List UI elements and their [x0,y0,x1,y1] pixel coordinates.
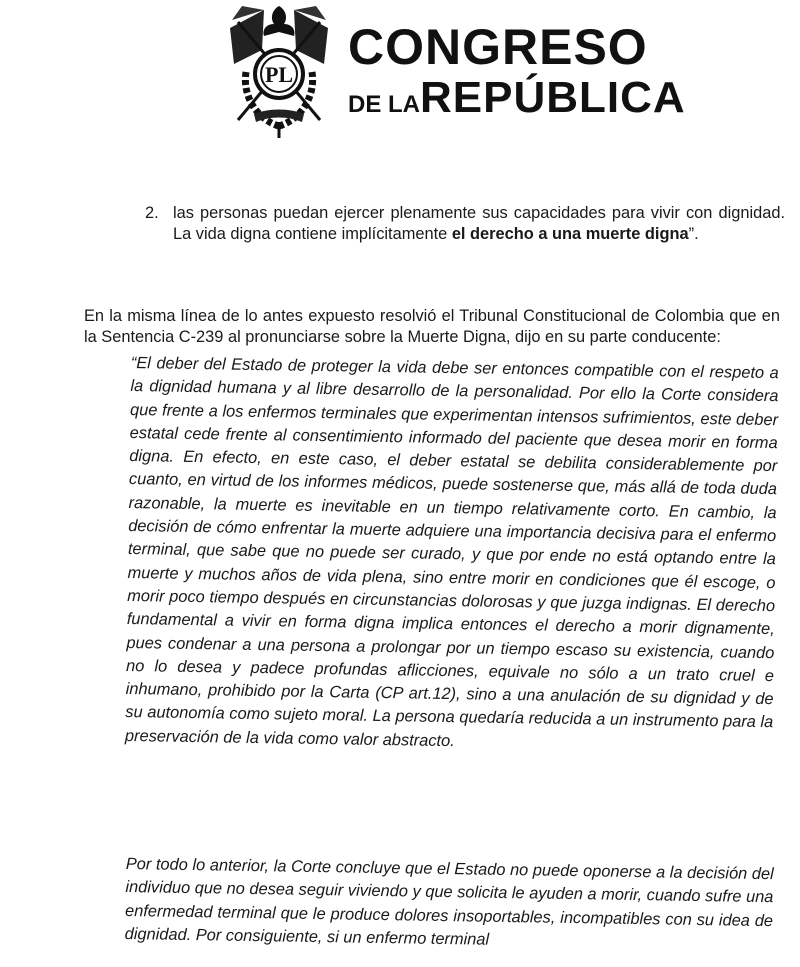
list-item-text-part2: ”. [688,224,699,243]
list-item-text-part1: las personas puedan ejercer plenamente sus capacidades para vivir con dignidad. La vida digna contiene implícitamente [173,204,785,243]
list-item-text [173,203,785,244]
org-name-main: REPÚBLICA [420,73,686,122]
quote-paragraph-1: “El deber del Estado de proteger la vida debe ser entonces compatible con el respeto a la dignidad humana y al libre desarrollo de la personalidad. Por ello la Corte considera que frente a los enfermos terminales que experimentan intensos sufrimientos, este deber estatal cede frente al consentimiento informado del paciente que desea morir en forma digna. En efecto, en este caso, el deber estatal se debilita considerablemente por cuanto, en virtud de los informes médicos, puede sostenerse que, más allá de toda duda razonable, la muerte es inevitable en un tiempo relativamente corto. En cambio, la decisión de cómo enfrentar la muerte adquiere una importancia decisiva para el enfermo terminal, que sabe que no puede ser curado, y que por ende no está optando entre la muerte y muchos años de vida plena, sino entre morir en condiciones que él escoge, o morir poco tiempo después en circunstancias dolorosas y que juzga indignas. El derecho fundamental a vivir en forma digna implica entonces el derecho a morir dignamente, pues condenar a una persona a prolongar por un tiempo escaso su existencia, cuando no lo desea y padece profundas aflicciones, equivale no sólo a un trato cruel e inhumano, prohibido por la Carta (CP art.12), sino a una anulación de su dignidad y de su autonomía como sujeto moral. La persona quedaría reducida a un instrumento para la preservación de la vida como valor abstracto. [124,353,779,750]
list-item-number: 2. [145,204,159,222]
org-name-line1: CONGRESO [348,19,648,75]
list-item-text-bold: el derecho a una muerte digna [451,224,689,243]
svg-text:PL: PL [264,62,294,87]
letterhead [220,0,686,140]
org-name-line2 [348,73,686,122]
congress-seal-icon [224,2,334,140]
org-name-prefix: DE LA [348,91,420,118]
body-paragraph: En la misma línea de lo antes expuesto resolvió el Tribunal Constitucional de Colombia que en la Sentencia C-239 al pronunciarse sobre la Muerte Digna, dijo en su parte conducente: [84,307,780,346]
quote-paragraph-2: Por todo lo anterior, la Corte concluye que el Estado no puede oponerse a la decisión del individuo que no desea seguir viviendo y que solicita le ayuden a morir, cuando sufre una enfermedad terminal que le produce dolores insoportables, incompatibles con su idea de dignidad. Por consiguiente, si un enfermo terminal [124,854,774,949]
